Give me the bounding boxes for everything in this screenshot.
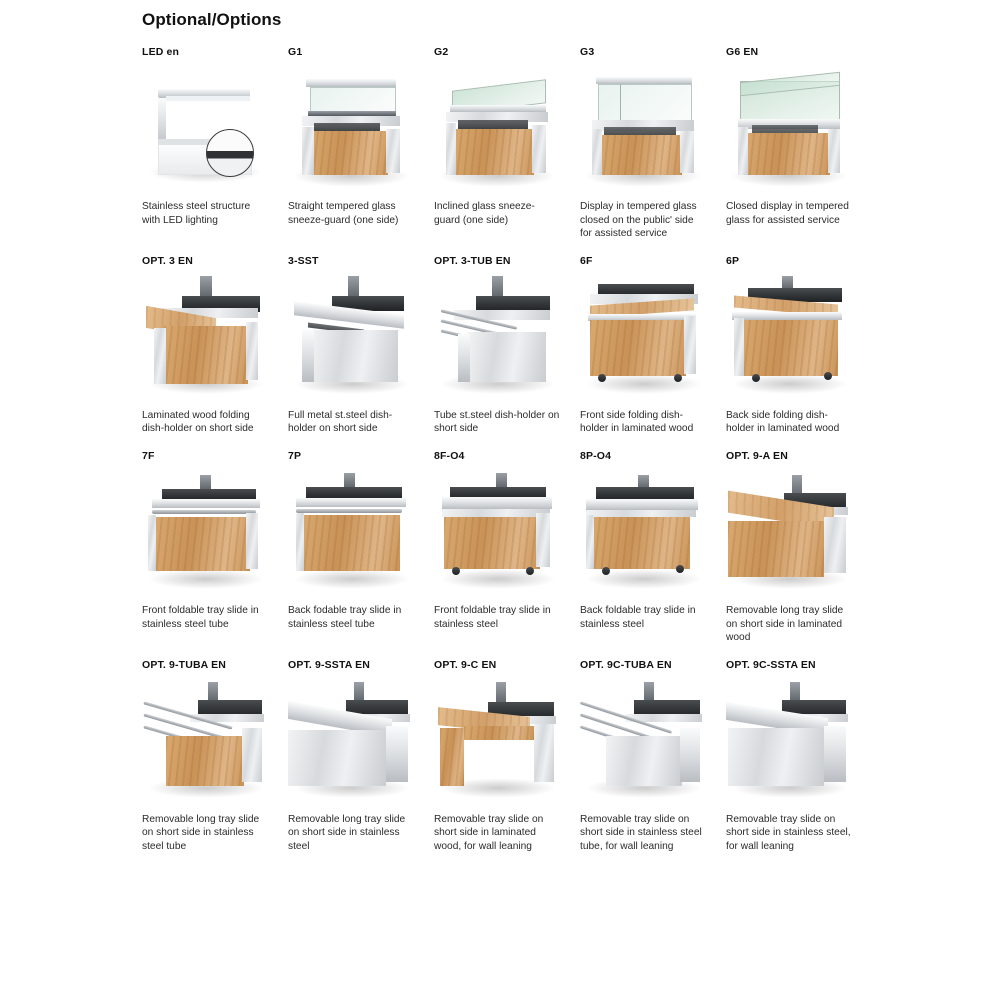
option-description: Removable tray slide on short side in laminated wood, for wall leaning [434, 813, 544, 852]
page-title: Optional/Options [142, 10, 282, 29]
closed-display-thumbnail [726, 65, 852, 191]
option-description: Back side folding dish-holder in laminated wood [726, 409, 840, 435]
closed-public-side-display-thumbnail [580, 65, 706, 191]
laminated-wood-folding-dish-holder-thumbnail [142, 274, 268, 400]
option-card-g2 [434, 46, 580, 241]
option-card-g3 [580, 46, 726, 241]
option-description: Front side folding dish-holder in laminated wood [580, 409, 694, 435]
option-card-8p-o4 [580, 450, 726, 645]
option-code: 3-SST [288, 254, 319, 267]
option-description: Back fodable tray slide in stainless steel tube [288, 604, 402, 630]
option-card-opt-9-c-en [434, 659, 580, 854]
option-code: G3 [580, 46, 595, 58]
straight-sneeze-guard-thumbnail [288, 65, 414, 191]
options-row [142, 255, 854, 436]
option-code: OPT. 3 EN [142, 254, 193, 267]
option-card-7f [142, 450, 288, 645]
option-card-opt-9-tuba-en [142, 659, 288, 854]
option-description: Removable long tray slide on short side in laminated wood [726, 604, 844, 644]
option-card-opt-9-ssta-en [288, 659, 434, 854]
back-folding-dish-holder-thumbnail [726, 274, 852, 400]
option-card-g6-en [726, 46, 854, 241]
option-code: G2 [434, 46, 449, 58]
removable-tray-slide-steel-wall-thumbnail [726, 678, 852, 804]
option-description: Tube st.steel dish-holder on short side [434, 409, 560, 435]
inclined-sneeze-guard-thumbnail [434, 65, 560, 191]
option-card-opt-9-a-en [726, 450, 854, 645]
option-description: Inclined glass sneeze-guard (one side) [434, 201, 535, 226]
option-description: Stainless steel structure with LED lighting [142, 201, 251, 226]
option-code: 6F [580, 254, 593, 267]
option-card-8f-o4 [434, 450, 580, 645]
option-card-g1 [288, 46, 434, 241]
option-description: Removable tray slide on short side in stainless steel, for wall leaning [726, 813, 851, 852]
option-card-opt-3-tub-en [434, 255, 580, 436]
back-foldable-tray-slide-tube-thumbnail [288, 469, 414, 595]
option-card-led-en [142, 46, 288, 241]
option-code: G6 EN [726, 46, 759, 58]
option-code: OPT. 9-A EN [726, 449, 788, 462]
option-description: Front foldable tray slide in stainless steel [434, 604, 551, 630]
option-card-3-sst [288, 255, 434, 436]
option-code: OPT. 3-TUB EN [434, 254, 511, 267]
option-description: Front foldable tray slide in stainless steel tube [142, 604, 259, 630]
option-description: Closed display in tempered glass for assisted service [726, 201, 849, 226]
option-description: Display in tempered glass closed on the public' side for assisted service [580, 201, 697, 240]
options-grid [142, 46, 854, 854]
option-description: Laminated wood folding dish-holder on short side [142, 409, 254, 435]
back-foldable-tray-slide-thumbnail [580, 469, 706, 595]
option-description: Removable tray slide on short side in stainless steel tube, for wall leaning [580, 813, 702, 852]
option-card-opt-3-en [142, 255, 288, 436]
option-code: OPT. 9-TUBA EN [142, 658, 226, 671]
option-description: Straight tempered glass sneeze-guard (one side) [288, 201, 399, 226]
option-description: Back foldable tray slide in stainless steel [580, 604, 696, 630]
option-code: 6P [726, 254, 740, 267]
option-code: 8F-O4 [434, 449, 465, 462]
options-row [142, 659, 854, 854]
option-description: Removable long tray slide on short side in stainless steel tube [142, 813, 260, 852]
options-row [142, 46, 854, 241]
removable-tray-slide-tube-wall-thumbnail [580, 678, 706, 804]
option-card-6p [726, 255, 854, 436]
option-code: LED en [142, 46, 180, 58]
option-description: Full metal st.steel dish-holder on short side [288, 409, 393, 435]
removable-tray-slide-wood-wall-thumbnail [434, 678, 560, 804]
removable-long-tray-slide-wood-thumbnail [726, 469, 852, 595]
option-code: OPT. 9C-SSTA EN [726, 658, 816, 671]
front-foldable-tray-slide-thumbnail [434, 469, 560, 595]
option-code: 8P-O4 [580, 449, 612, 462]
option-code: G1 [288, 46, 303, 58]
option-card-opt-9c-tuba-en [580, 659, 726, 854]
option-card-7p [288, 450, 434, 645]
removable-long-tray-slide-tube-thumbnail [142, 678, 268, 804]
tube-dish-holder-thumbnail [434, 274, 560, 400]
option-code: 7P [288, 449, 302, 462]
option-code: 7F [142, 449, 155, 462]
option-code: OPT. 9C-TUBA EN [580, 658, 672, 671]
option-card-6f [580, 255, 726, 436]
option-card-opt-9c-ssta-en [726, 659, 854, 854]
removable-long-tray-slide-steel-thumbnail [288, 678, 414, 804]
front-foldable-tray-slide-tube-thumbnail [142, 469, 268, 595]
full-metal-dish-holder-thumbnail [288, 274, 414, 400]
options-row [142, 450, 854, 645]
front-folding-dish-holder-thumbnail [580, 274, 706, 400]
led-structure-thumbnail [142, 65, 268, 191]
option-code: OPT. 9-C EN [434, 658, 497, 671]
option-description: Removable long tray slide on short side in stainless steel [288, 813, 406, 852]
option-code: OPT. 9-SSTA EN [288, 658, 371, 671]
